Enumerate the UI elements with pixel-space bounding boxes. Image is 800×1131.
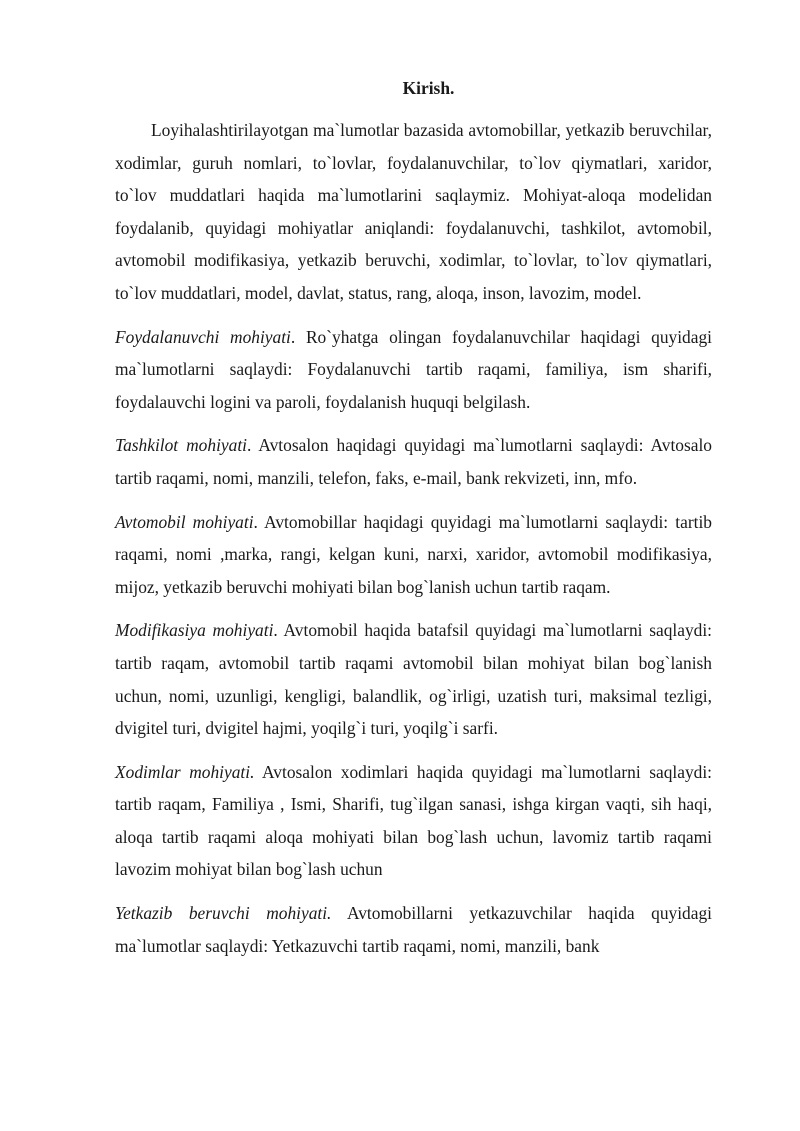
document-title: Kirish. [402, 78, 455, 98]
section-text: . Avtomobillar haqidagi quyidagi ma`lumotlarni saqlaydi: tartib raqami, nomi ,marka, rangi, kelgan kuni, narxi, xaridor, avtomobil modifikasiya, mijoz, yetkazib beruvchi mohiyati bilan bog`lanish uchun tartib raqam. [115, 511, 712, 597]
section-yetkazib-beruvchi [115, 897, 712, 962]
section-term: Avtomobil mohiyati [115, 511, 254, 532]
section-text: Avtosalon xodimlari haqida quyidagi ma`lumotlarni saqlaydi: tartib raqam, Familiya , Ismi, Sharifi, tug`ilgan sanasi, ishga kirgan vaqti, sih haqi, aloqa tartib raqami aloqa mohiyati bilan bog`lash uchun, lavomiz tartib raqami lavozim mohiyat bilan bog`lash uchun [115, 761, 712, 880]
section-modifikasiya [115, 614, 712, 744]
section-term: Modifikasiya mohiyati [115, 620, 274, 641]
section-text: . Avtomobil haqida batafsil quyidagi ma`lumotlarni saqlaydi: tartib raqam, avtomobil tartib raqami avtomobil bilan mohiyat bilan bog`lanish uchun, nomi, uzunligi, kengligi, balandlik, og`irligi, uzatish turi, maksimal tezligi, dvigitel turi, dvigitel hajmi, yoqilg`i turi, yoqilg`i sarfi. [115, 620, 712, 739]
section-term: Xodimlar mohiyati. [115, 761, 255, 782]
section-text: Avtomobillarni yetkazuvchilar haqida quyidagi ma`lumotlar saqlaydi: Yetkazuvchi tartib raqami, nomi, manzili, bank [115, 903, 712, 956]
section-foydalanuvchi [115, 321, 712, 419]
section-text: . Avtosalon haqidagi quyidagi ma`lumotlarni saqlaydi: Avtosalo tartib raqami, nomi, manzili, telefon, faks, e-mail, bank rekvizeti, inn, mfo. [115, 435, 712, 488]
section-xodimlar [115, 756, 712, 886]
document-body [115, 74, 712, 973]
section-term: Tashkilot mohiyati [115, 435, 247, 456]
section-term: Foydalanuvchi mohiyati [115, 326, 291, 347]
section-term: Yetkazib beruvchi mohiyati. [115, 903, 332, 924]
intro-paragraph: Loyihalashtirilayotgan ma`lumotlar bazasida avtomobillar, yetkazib beruvchilar, xodimlar, guruh nomlari, to`lovlar, foydalanuvchilar, to`lov qiymatlari, xaridor, to`lov muddatlari haqida ma`lumotlarini saqlaymiz. Mohiyat-aloqa modelidan foydalanib, quyidagi mohiyatlar aniqlandi: foydalanuvchi, tashkilot, avtomobil, avtomobil modifikasiya, yetkazib beruvchi, xodimlar, to`lovlar, to`lov qiymatlari, to`lov muddatlari, model, davlat, status, rang, aloqa, inson, lavozim, model. [115, 120, 712, 303]
section-text: . Ro`yhatga olingan foydalanuvchilar haqidagi quyidagi ma`lumotlarni saqlaydi: Foydalanuvchi tartib raqami, familiya, ism sharifi, foydalauvchi logini va paroli, foydalanish huquqi belgilash. [115, 326, 712, 412]
section-tashkilot [115, 429, 712, 494]
section-avtomobil [115, 506, 712, 604]
